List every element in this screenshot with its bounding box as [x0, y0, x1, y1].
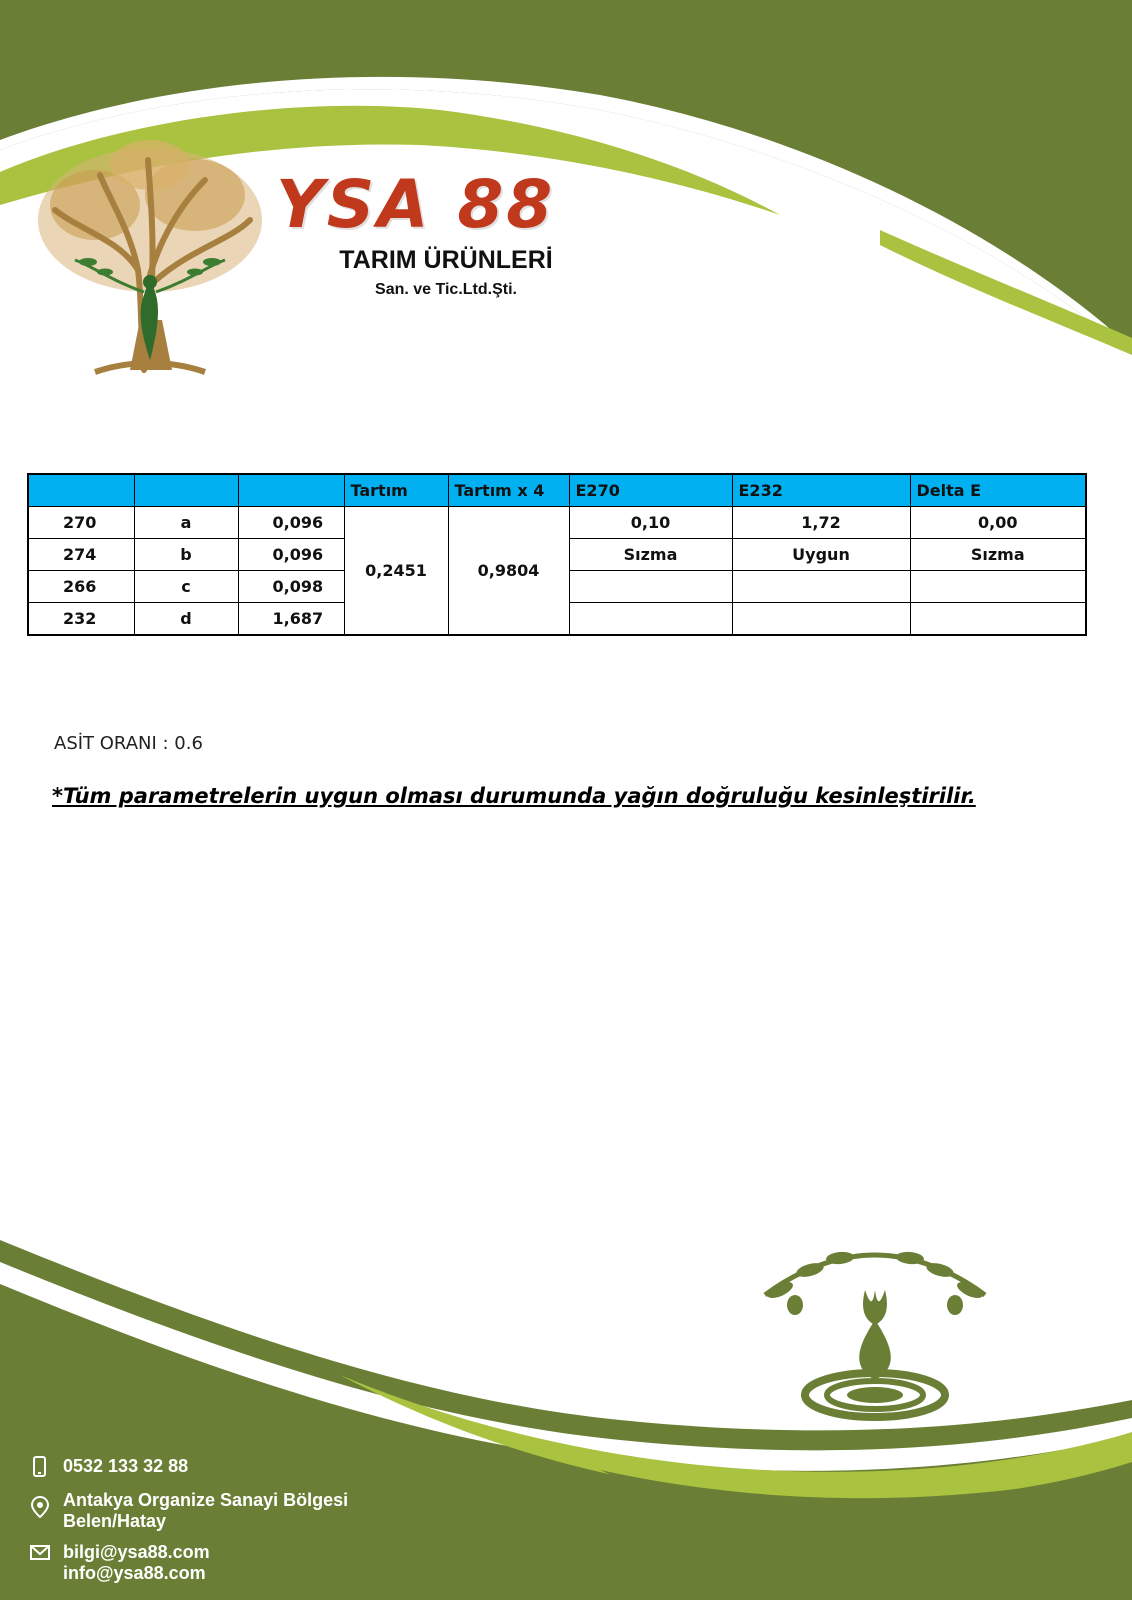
olive-drop-logo [765, 1251, 985, 1417]
company-line2: San. ve Tic.Ltd.Şti. [375, 281, 517, 298]
header-cell [28, 474, 134, 507]
address-line2: Belen/Hatay [63, 1511, 167, 1531]
wavelength-cell: 266 [28, 571, 134, 603]
letter-cell: b [134, 539, 238, 571]
email-link-info[interactable]: info@ysa88.com [63, 1563, 206, 1583]
phone-number: 0532 133 32 88 [63, 1456, 189, 1476]
brand-name: YSA 88 [276, 166, 556, 243]
location-pin-icon [30, 1496, 50, 1518]
letter-cell: d [134, 603, 238, 636]
wavelength-cell: 270 [28, 507, 134, 539]
letter-cell: c [134, 571, 238, 603]
footnote: *Tüm parametrelerin uygun olması durumunda yağın doğruluğu kesinleştirilir. [52, 784, 976, 808]
wavelength-cell: 232 [28, 603, 134, 636]
value-cell: 0,098 [238, 571, 344, 603]
empty-cell [732, 603, 910, 636]
e270-status-cell: Sızma [569, 539, 732, 571]
empty-cell [732, 571, 910, 603]
results-table [27, 473, 1087, 636]
contact-phone [30, 1456, 188, 1477]
empty-cell [910, 603, 1086, 636]
e232-status-cell: Uygun [732, 539, 910, 571]
email-link-bilgi[interactable]: bilgi@ysa88.com [63, 1542, 210, 1562]
empty-cell [569, 571, 732, 603]
company-line1: TARIM ÜRÜNLERİ [339, 246, 553, 274]
e270-value-cell: 0,10 [569, 507, 732, 539]
header-cell [238, 474, 344, 507]
header-delta-e: Delta E [910, 474, 1086, 507]
tartim-cell: 0,2451 [344, 507, 448, 636]
table-header-row [28, 474, 1086, 507]
e232-value-cell: 1,72 [732, 507, 910, 539]
value-cell: 0,096 [238, 539, 344, 571]
delta-e-value-cell: 0,00 [910, 507, 1086, 539]
empty-cell [569, 603, 732, 636]
value-cell: 1,687 [238, 603, 344, 636]
header-cell [134, 474, 238, 507]
table-row [28, 507, 1086, 539]
header-e270: E270 [569, 474, 732, 507]
contact-email [30, 1542, 210, 1584]
wavelength-cell: 274 [28, 539, 134, 571]
envelope-icon [30, 1542, 50, 1564]
empty-cell [910, 571, 1086, 603]
tartim-x4-cell: 0,9804 [448, 507, 569, 636]
header-tartim: Tartım [344, 474, 448, 507]
header-e232: E232 [732, 474, 910, 507]
letter-cell: a [134, 507, 238, 539]
value-cell: 0,096 [238, 507, 344, 539]
tree-logo [38, 140, 262, 372]
delta-e-status-cell: Sızma [910, 539, 1086, 571]
acid-ratio: ASİT ORANI : 0.6 [54, 733, 203, 754]
phone-icon [30, 1456, 50, 1478]
header-tartim-x4: Tartım x 4 [448, 474, 569, 507]
address-line1: Antakya Organize Sanayi Bölgesi [63, 1490, 349, 1510]
contact-address [30, 1490, 348, 1532]
